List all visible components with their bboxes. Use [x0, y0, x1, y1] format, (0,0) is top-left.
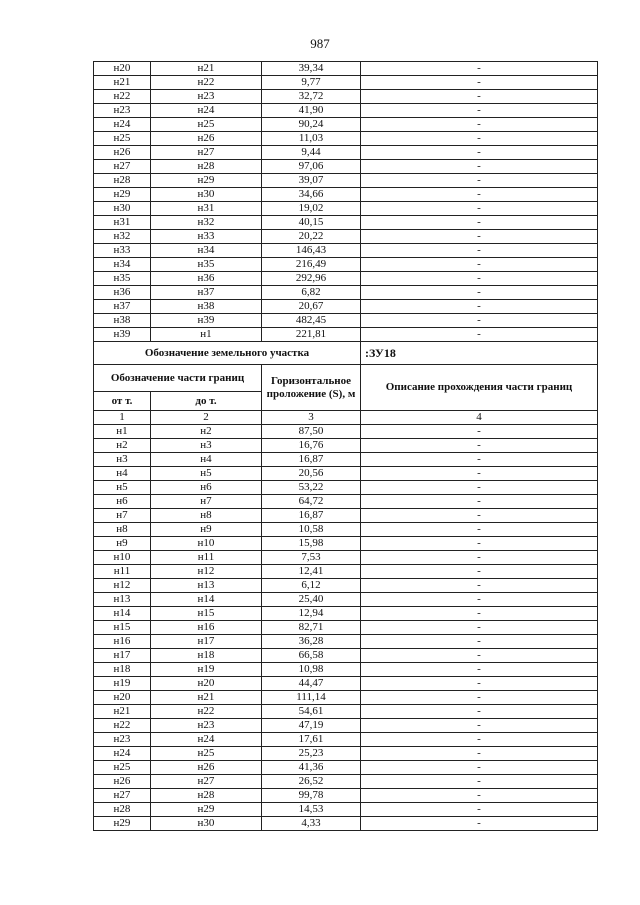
table-row — [94, 621, 598, 635]
distance: 20,56 — [262, 467, 361, 481]
distance: 15,98 — [262, 537, 361, 551]
distance: 16,76 — [262, 439, 361, 453]
part-boundaries-header: Обозначение части границ — [94, 365, 262, 392]
to-point: н22 — [151, 76, 262, 90]
to-point: н6 — [151, 481, 262, 495]
distance: 36,28 — [262, 635, 361, 649]
to-point: н26 — [151, 761, 262, 775]
distance: 17,61 — [262, 733, 361, 747]
to-point: н27 — [151, 146, 262, 160]
col-number-1: 1 — [94, 411, 151, 425]
table-row — [94, 789, 598, 803]
description: - — [361, 76, 598, 90]
description: - — [361, 649, 598, 663]
table-row — [94, 733, 598, 747]
distance: 99,78 — [262, 789, 361, 803]
table-row — [94, 719, 598, 733]
from-point: н39 — [94, 328, 151, 342]
table-row — [94, 691, 598, 705]
to-point: н30 — [151, 817, 262, 831]
distance: 25,23 — [262, 747, 361, 761]
distance: 7,53 — [262, 551, 361, 565]
distance: 221,81 — [262, 328, 361, 342]
description: - — [361, 691, 598, 705]
distance: 11,03 — [262, 132, 361, 146]
from-point: н36 — [94, 286, 151, 300]
description: - — [361, 314, 598, 328]
description: - — [361, 509, 598, 523]
description: - — [361, 453, 598, 467]
distance: 9,77 — [262, 76, 361, 90]
to-point: н23 — [151, 90, 262, 104]
from-point: н7 — [94, 509, 151, 523]
to-point: н37 — [151, 286, 262, 300]
boundary-table — [93, 61, 598, 831]
to-point: н31 — [151, 202, 262, 216]
description: - — [361, 789, 598, 803]
table-row — [94, 663, 598, 677]
table-row — [94, 761, 598, 775]
from-point: н23 — [94, 733, 151, 747]
description: - — [361, 523, 598, 537]
distance: 25,40 — [262, 593, 361, 607]
table-row — [94, 453, 598, 467]
from-point: н6 — [94, 495, 151, 509]
to-point: н28 — [151, 789, 262, 803]
from-point: н34 — [94, 258, 151, 272]
distance: 32,72 — [262, 90, 361, 104]
from-point: н4 — [94, 467, 151, 481]
description: - — [361, 747, 598, 761]
table-row — [94, 705, 598, 719]
from-point: н13 — [94, 593, 151, 607]
from-point: н28 — [94, 803, 151, 817]
table-row — [94, 677, 598, 691]
top-rows — [94, 62, 598, 342]
page-number: 987 — [310, 36, 330, 51]
from-point: н21 — [94, 705, 151, 719]
table-row — [94, 300, 598, 314]
col-number-4: 4 — [361, 411, 598, 425]
distance: 64,72 — [262, 495, 361, 509]
to-point: н24 — [151, 104, 262, 118]
table-row — [94, 132, 598, 146]
from-point: н37 — [94, 300, 151, 314]
from-point: н25 — [94, 132, 151, 146]
description: - — [361, 118, 598, 132]
table-row — [94, 537, 598, 551]
from-point: н33 — [94, 244, 151, 258]
distance: 19,02 — [262, 202, 361, 216]
distance: 10,98 — [262, 663, 361, 677]
from-point: н15 — [94, 621, 151, 635]
distance: 40,15 — [262, 216, 361, 230]
table-row — [94, 244, 598, 258]
to-point: н39 — [151, 314, 262, 328]
from-point: н27 — [94, 160, 151, 174]
parcel-id: :ЗУ18 — [361, 342, 598, 365]
to-point: н2 — [151, 425, 262, 439]
description: - — [361, 272, 598, 286]
description: - — [361, 481, 598, 495]
description: - — [361, 663, 598, 677]
to-point: н29 — [151, 803, 262, 817]
from-header: от т. — [94, 392, 151, 411]
from-point: н28 — [94, 174, 151, 188]
distance: 41,36 — [262, 761, 361, 775]
distance: 97,06 — [262, 160, 361, 174]
to-point: н30 — [151, 188, 262, 202]
to-point: н33 — [151, 230, 262, 244]
table-row — [94, 747, 598, 761]
from-point: н12 — [94, 579, 151, 593]
distance: 41,90 — [262, 104, 361, 118]
to-point: н12 — [151, 565, 262, 579]
description: - — [361, 258, 598, 272]
distance: 66,58 — [262, 649, 361, 663]
table-row — [94, 258, 598, 272]
to-point: н26 — [151, 132, 262, 146]
to-point: н20 — [151, 677, 262, 691]
table-row — [94, 286, 598, 300]
table-row — [94, 90, 598, 104]
distance: 216,49 — [262, 258, 361, 272]
description: - — [361, 230, 598, 244]
distance: 82,71 — [262, 621, 361, 635]
distance: 16,87 — [262, 509, 361, 523]
to-point: н8 — [151, 509, 262, 523]
to-point: н1 — [151, 328, 262, 342]
table-row — [94, 579, 598, 593]
table-row — [94, 593, 598, 607]
distance: 9,44 — [262, 146, 361, 160]
to-point: н21 — [151, 691, 262, 705]
to-point: н15 — [151, 607, 262, 621]
from-point: н32 — [94, 230, 151, 244]
table-row — [94, 146, 598, 160]
from-point: н35 — [94, 272, 151, 286]
table-row — [94, 509, 598, 523]
description: - — [361, 803, 598, 817]
table-row — [94, 62, 598, 76]
table-row — [94, 314, 598, 328]
to-point: н36 — [151, 272, 262, 286]
from-point: н17 — [94, 649, 151, 663]
distance: 39,07 — [262, 174, 361, 188]
to-point: н4 — [151, 453, 262, 467]
horizontal-header: Горизонтальное проложение (S), м — [262, 365, 361, 411]
from-point: н23 — [94, 104, 151, 118]
table-row — [94, 495, 598, 509]
table-row — [94, 565, 598, 579]
distance: 482,45 — [262, 314, 361, 328]
distance: 4,33 — [262, 817, 361, 831]
description: - — [361, 495, 598, 509]
distance: 34,66 — [262, 188, 361, 202]
from-point: н29 — [94, 817, 151, 831]
distance: 6,12 — [262, 579, 361, 593]
from-point: н3 — [94, 453, 151, 467]
to-point: н38 — [151, 300, 262, 314]
section-header — [94, 342, 598, 425]
from-point: н9 — [94, 537, 151, 551]
table-row — [94, 202, 598, 216]
table-row — [94, 328, 598, 342]
to-point: н35 — [151, 258, 262, 272]
table-row — [94, 439, 598, 453]
distance: 53,22 — [262, 481, 361, 495]
to-point: н5 — [151, 467, 262, 481]
description: - — [361, 286, 598, 300]
table-row — [94, 635, 598, 649]
from-point: н20 — [94, 62, 151, 76]
to-point: н22 — [151, 705, 262, 719]
description: - — [361, 677, 598, 691]
from-point: н24 — [94, 747, 151, 761]
description: - — [361, 132, 598, 146]
description: - — [361, 90, 598, 104]
to-point: н18 — [151, 649, 262, 663]
from-point: н8 — [94, 523, 151, 537]
to-point: н25 — [151, 118, 262, 132]
table-row — [94, 551, 598, 565]
table-row — [94, 481, 598, 495]
to-point: н23 — [151, 719, 262, 733]
distance: 12,94 — [262, 607, 361, 621]
to-point: н16 — [151, 621, 262, 635]
description: - — [361, 537, 598, 551]
description: - — [361, 62, 598, 76]
to-point: н34 — [151, 244, 262, 258]
description: - — [361, 719, 598, 733]
to-point: н27 — [151, 775, 262, 789]
col-number-3: 3 — [262, 411, 361, 425]
from-point: н31 — [94, 216, 151, 230]
distance: 47,19 — [262, 719, 361, 733]
table-row — [94, 649, 598, 663]
distance: 20,22 — [262, 230, 361, 244]
distance: 44,47 — [262, 677, 361, 691]
table-row — [94, 174, 598, 188]
table-row — [94, 188, 598, 202]
distance: 54,61 — [262, 705, 361, 719]
description: - — [361, 244, 598, 258]
from-point: н18 — [94, 663, 151, 677]
description: - — [361, 579, 598, 593]
distance: 146,43 — [262, 244, 361, 258]
distance: 10,58 — [262, 523, 361, 537]
distance: 12,41 — [262, 565, 361, 579]
table-row — [94, 230, 598, 244]
table-row — [94, 104, 598, 118]
from-point: н10 — [94, 551, 151, 565]
description: - — [361, 593, 598, 607]
from-point: н25 — [94, 761, 151, 775]
table-row — [94, 216, 598, 230]
distance: 90,24 — [262, 118, 361, 132]
description: - — [361, 607, 598, 621]
from-point: н30 — [94, 202, 151, 216]
table-row — [94, 76, 598, 90]
to-point: н10 — [151, 537, 262, 551]
from-point: н38 — [94, 314, 151, 328]
distance: 111,14 — [262, 691, 361, 705]
from-point: н22 — [94, 90, 151, 104]
col-number-2: 2 — [151, 411, 262, 425]
from-point: н29 — [94, 188, 151, 202]
table-row — [94, 272, 598, 286]
distance: 16,87 — [262, 453, 361, 467]
parcel-label: Обозначение земельного участка — [94, 342, 361, 365]
table-row — [94, 803, 598, 817]
distance: 26,52 — [262, 775, 361, 789]
description: - — [361, 174, 598, 188]
description-header: Описание прохождения части границ — [361, 365, 598, 411]
description: - — [361, 705, 598, 719]
from-point: н2 — [94, 439, 151, 453]
from-point: н14 — [94, 607, 151, 621]
from-point: н27 — [94, 789, 151, 803]
from-point: н22 — [94, 719, 151, 733]
description: - — [361, 328, 598, 342]
table-row — [94, 160, 598, 174]
description: - — [361, 104, 598, 118]
description: - — [361, 202, 598, 216]
table-row — [94, 118, 598, 132]
from-point: н26 — [94, 146, 151, 160]
to-point: н19 — [151, 663, 262, 677]
from-point: н5 — [94, 481, 151, 495]
to-point: н11 — [151, 551, 262, 565]
bottom-rows — [94, 425, 598, 831]
to-point: н24 — [151, 733, 262, 747]
distance: 6,82 — [262, 286, 361, 300]
to-point: н25 — [151, 747, 262, 761]
description: - — [361, 733, 598, 747]
from-point: н21 — [94, 76, 151, 90]
description: - — [361, 635, 598, 649]
to-point: н32 — [151, 216, 262, 230]
to-header: до т. — [151, 392, 262, 411]
description: - — [361, 621, 598, 635]
description: - — [361, 467, 598, 481]
description: - — [361, 565, 598, 579]
distance: 292,96 — [262, 272, 361, 286]
description: - — [361, 160, 598, 174]
table-row — [94, 467, 598, 481]
from-point: н19 — [94, 677, 151, 691]
to-point: н9 — [151, 523, 262, 537]
distance: 20,67 — [262, 300, 361, 314]
description: - — [361, 551, 598, 565]
description: - — [361, 146, 598, 160]
description: - — [361, 188, 598, 202]
description: - — [361, 439, 598, 453]
from-point: н16 — [94, 635, 151, 649]
to-point: н7 — [151, 495, 262, 509]
description: - — [361, 761, 598, 775]
from-point: н20 — [94, 691, 151, 705]
description: - — [361, 775, 598, 789]
table-row — [94, 607, 598, 621]
description: - — [361, 216, 598, 230]
distance: 39,34 — [262, 62, 361, 76]
from-point: н11 — [94, 565, 151, 579]
to-point: н3 — [151, 439, 262, 453]
distance: 14,53 — [262, 803, 361, 817]
from-point: н1 — [94, 425, 151, 439]
table-row — [94, 425, 598, 439]
description: - — [361, 300, 598, 314]
from-point: н24 — [94, 118, 151, 132]
from-point: н26 — [94, 775, 151, 789]
to-point: н17 — [151, 635, 262, 649]
to-point: н13 — [151, 579, 262, 593]
distance: 87,50 — [262, 425, 361, 439]
to-point: н28 — [151, 160, 262, 174]
table-row — [94, 817, 598, 831]
table-row — [94, 523, 598, 537]
description: - — [361, 425, 598, 439]
to-point: н21 — [151, 62, 262, 76]
to-point: н29 — [151, 174, 262, 188]
table-row — [94, 775, 598, 789]
to-point: н14 — [151, 593, 262, 607]
description: - — [361, 817, 598, 831]
